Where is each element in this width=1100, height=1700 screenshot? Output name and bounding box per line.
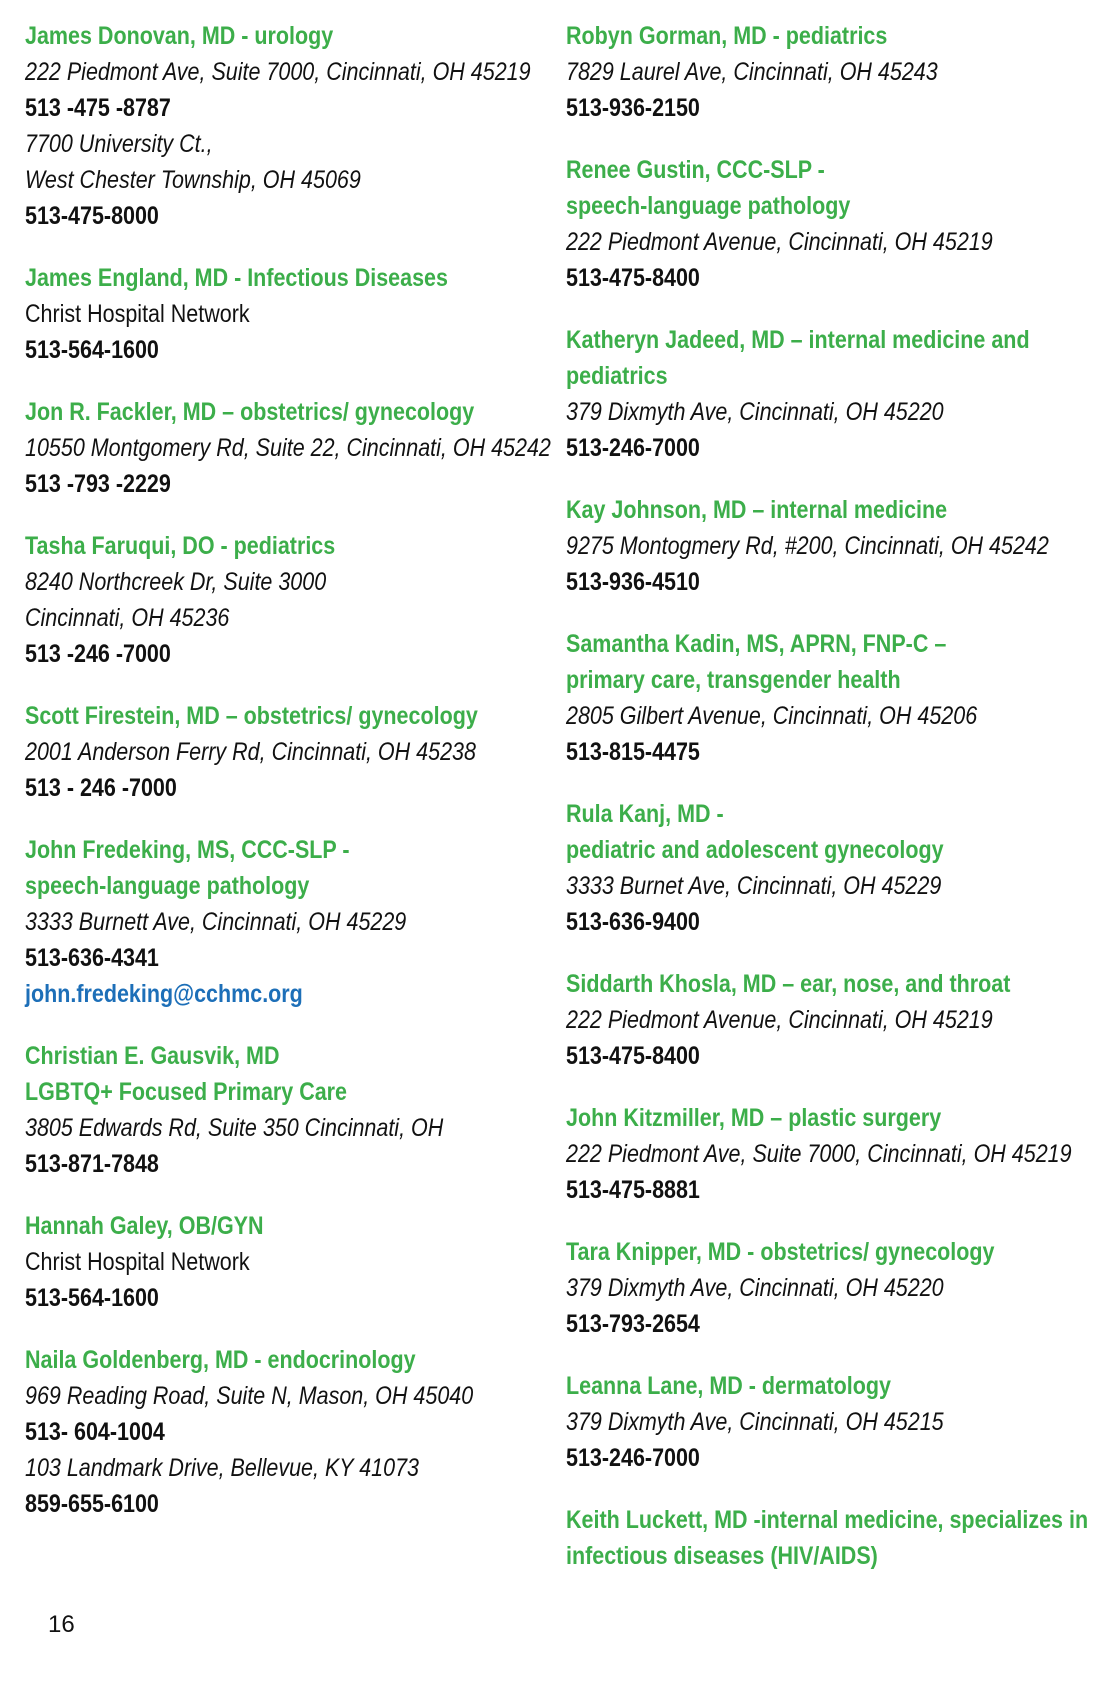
provider-address: 969 Reading Road, Suite N, Mason, OH 45040 <box>25 1382 474 1410</box>
provider-name: Tara Knipper, MD - obstetrics/ gynecology <box>566 1238 995 1266</box>
provider-address: 2805 Gilbert Avenue, Cincinnati, OH 45206 <box>566 702 978 730</box>
right-column <box>566 18 1089 1600</box>
provider-entry <box>25 1038 545 1182</box>
provider-entry <box>25 1208 545 1316</box>
provider-address: 3805 Edwards Rd, Suite 350 Cincinnati, OH <box>25 1114 444 1142</box>
provider-name: speech-language pathology <box>566 192 851 220</box>
provider-name: James Donovan, MD - urology <box>25 22 334 50</box>
provider-name: Keith Luckett, MD -internal medicine, specializes in <box>566 1506 1089 1534</box>
provider-name: infectious diseases (HIV/AIDS) <box>566 1542 878 1570</box>
provider-phone: 513- 604-1004 <box>25 1418 165 1446</box>
provider-address: 3333 Burnett Ave, Cincinnati, OH 45229 <box>25 908 407 936</box>
provider-address: 9275 Montogmery Rd, #200, Cincinnati, OH 45242 <box>566 532 1049 560</box>
provider-address: 379 Dixmyth Ave, Cincinnati, OH 45215 <box>566 1408 944 1436</box>
provider-name: primary care, transgender health <box>566 666 901 694</box>
provider-entry <box>566 492 1086 600</box>
provider-name: pediatrics <box>566 362 668 390</box>
provider-phone: 513-793-2654 <box>566 1310 700 1338</box>
provider-name: James England, MD - Infectious Diseases <box>25 264 448 292</box>
provider-address: 222 Piedmont Avenue, Cincinnati, OH 45219 <box>566 228 993 256</box>
provider-name: Scott Firestein, MD – obstetrics/ gynecology <box>25 702 478 730</box>
provider-name: speech-language pathology <box>25 872 310 900</box>
provider-entry <box>25 394 551 502</box>
provider-name: Tasha Faruqui, DO - pediatrics <box>25 532 336 560</box>
provider-entry <box>566 796 1086 940</box>
provider-phone: 513 -475 -8787 <box>25 94 171 122</box>
provider-name: Rula Kanj, MD - <box>566 800 724 828</box>
provider-address: 222 Piedmont Ave, Suite 7000, Cincinnati, OH 45219 <box>25 58 531 86</box>
provider-address: West Chester Township, OH 45069 <box>25 166 361 194</box>
provider-organization: Christ Hospital Network <box>25 1248 250 1276</box>
provider-name: Hannah Galey, OB/GYN <box>25 1212 264 1240</box>
provider-entry <box>25 18 545 234</box>
provider-address: 379 Dixmyth Ave, Cincinnati, OH 45220 <box>566 398 944 426</box>
provider-address: 7700 University Ct., <box>25 130 213 158</box>
provider-name: John Fredeking, MS, CCC-SLP - <box>25 836 350 864</box>
provider-name: Robyn Gorman, MD - pediatrics <box>566 22 888 50</box>
provider-address: 7829 Laurel Ave, Cincinnati, OH 45243 <box>566 58 938 86</box>
provider-phone: 513-636-4341 <box>25 944 159 972</box>
provider-name: Christian E. Gausvik, MD <box>25 1042 280 1070</box>
page-number: 16 <box>48 1611 75 1638</box>
provider-name: Kay Johnson, MD – internal medicine <box>566 496 948 524</box>
provider-name: Siddarth Khosla, MD – ear, nose, and throat <box>566 970 1011 998</box>
provider-name: Naila Goldenberg, MD - endocrinology <box>25 1346 416 1374</box>
provider-phone: 513-246-7000 <box>566 434 700 462</box>
provider-entry <box>25 698 545 806</box>
provider-entry <box>25 832 545 1012</box>
provider-name: Leanna Lane, MD - dermatology <box>566 1372 891 1400</box>
provider-phone: 513-936-4510 <box>566 568 700 596</box>
provider-entry <box>566 152 1086 296</box>
provider-address: 3333 Burnet Ave, Cincinnati, OH 45229 <box>566 872 942 900</box>
provider-phone: 513-475-8400 <box>566 264 700 292</box>
provider-phone: 513-475-8000 <box>25 202 159 230</box>
provider-entry <box>566 626 1086 770</box>
provider-phone: 513-564-1600 <box>25 1284 159 1312</box>
provider-name: pediatric and adolescent gynecology <box>566 836 944 864</box>
provider-entry <box>566 1502 1089 1574</box>
provider-address: 222 Piedmont Avenue, Cincinnati, OH 45219 <box>566 1006 993 1034</box>
provider-phone: 513 - 246 -7000 <box>25 774 177 802</box>
provider-name: LGBTQ+ Focused Primary Care <box>25 1078 348 1106</box>
provider-entry <box>25 260 545 368</box>
provider-name: Katheryn Jadeed, MD – internal medicine and <box>566 326 1030 354</box>
provider-phone: 513-475-8400 <box>566 1042 700 1070</box>
provider-phone: 513-475-8881 <box>566 1176 700 1204</box>
provider-phone: 513 -246 -7000 <box>25 640 171 668</box>
provider-phone: 513-936-2150 <box>566 94 700 122</box>
provider-entry <box>566 18 1086 126</box>
provider-address: 2001 Anderson Ferry Rd, Cincinnati, OH 45238 <box>25 738 476 766</box>
provider-organization: Christ Hospital Network <box>25 300 250 328</box>
provider-phone: 513-871-7848 <box>25 1150 159 1178</box>
provider-entry <box>566 322 1086 466</box>
provider-address: 222 Piedmont Ave, Suite 7000, Cincinnati, OH 45219 <box>566 1140 1072 1168</box>
provider-address: 103 Landmark Drive, Bellevue, KY 41073 <box>25 1454 420 1482</box>
provider-name: John Kitzmiller, MD – plastic surgery <box>566 1104 942 1132</box>
provider-phone: 513-636-9400 <box>566 908 700 936</box>
provider-address: Cincinnati, OH 45236 <box>25 604 230 632</box>
provider-address: 8240 Northcreek Dr, Suite 3000 <box>25 568 327 596</box>
provider-entry <box>566 1234 1086 1342</box>
provider-entry <box>25 528 545 672</box>
provider-entry <box>566 1368 1086 1476</box>
provider-email-link[interactable]: john.fredeking@cchmc.org <box>25 980 303 1008</box>
provider-entry <box>566 966 1086 1074</box>
provider-phone: 513-815-4475 <box>566 738 700 766</box>
provider-name: Jon R. Fackler, MD – obstetrics/ gynecology <box>25 398 475 426</box>
provider-phone: 513-564-1600 <box>25 336 159 364</box>
provider-entry <box>25 1342 545 1522</box>
provider-entry <box>566 1100 1086 1208</box>
provider-address: 379 Dixmyth Ave, Cincinnati, OH 45220 <box>566 1274 944 1302</box>
provider-name: Renee Gustin, CCC-SLP - <box>566 156 825 184</box>
provider-phone: 513-246-7000 <box>566 1444 700 1472</box>
provider-phone: 513 -793 -2229 <box>25 470 171 498</box>
provider-address: 10550 Montgomery Rd, Suite 22, Cincinnati, OH 45242 <box>25 434 551 462</box>
left-column <box>25 18 551 1548</box>
provider-phone: 859-655-6100 <box>25 1490 159 1518</box>
provider-name: Samantha Kadin, MS, APRN, FNP-C – <box>566 630 947 658</box>
